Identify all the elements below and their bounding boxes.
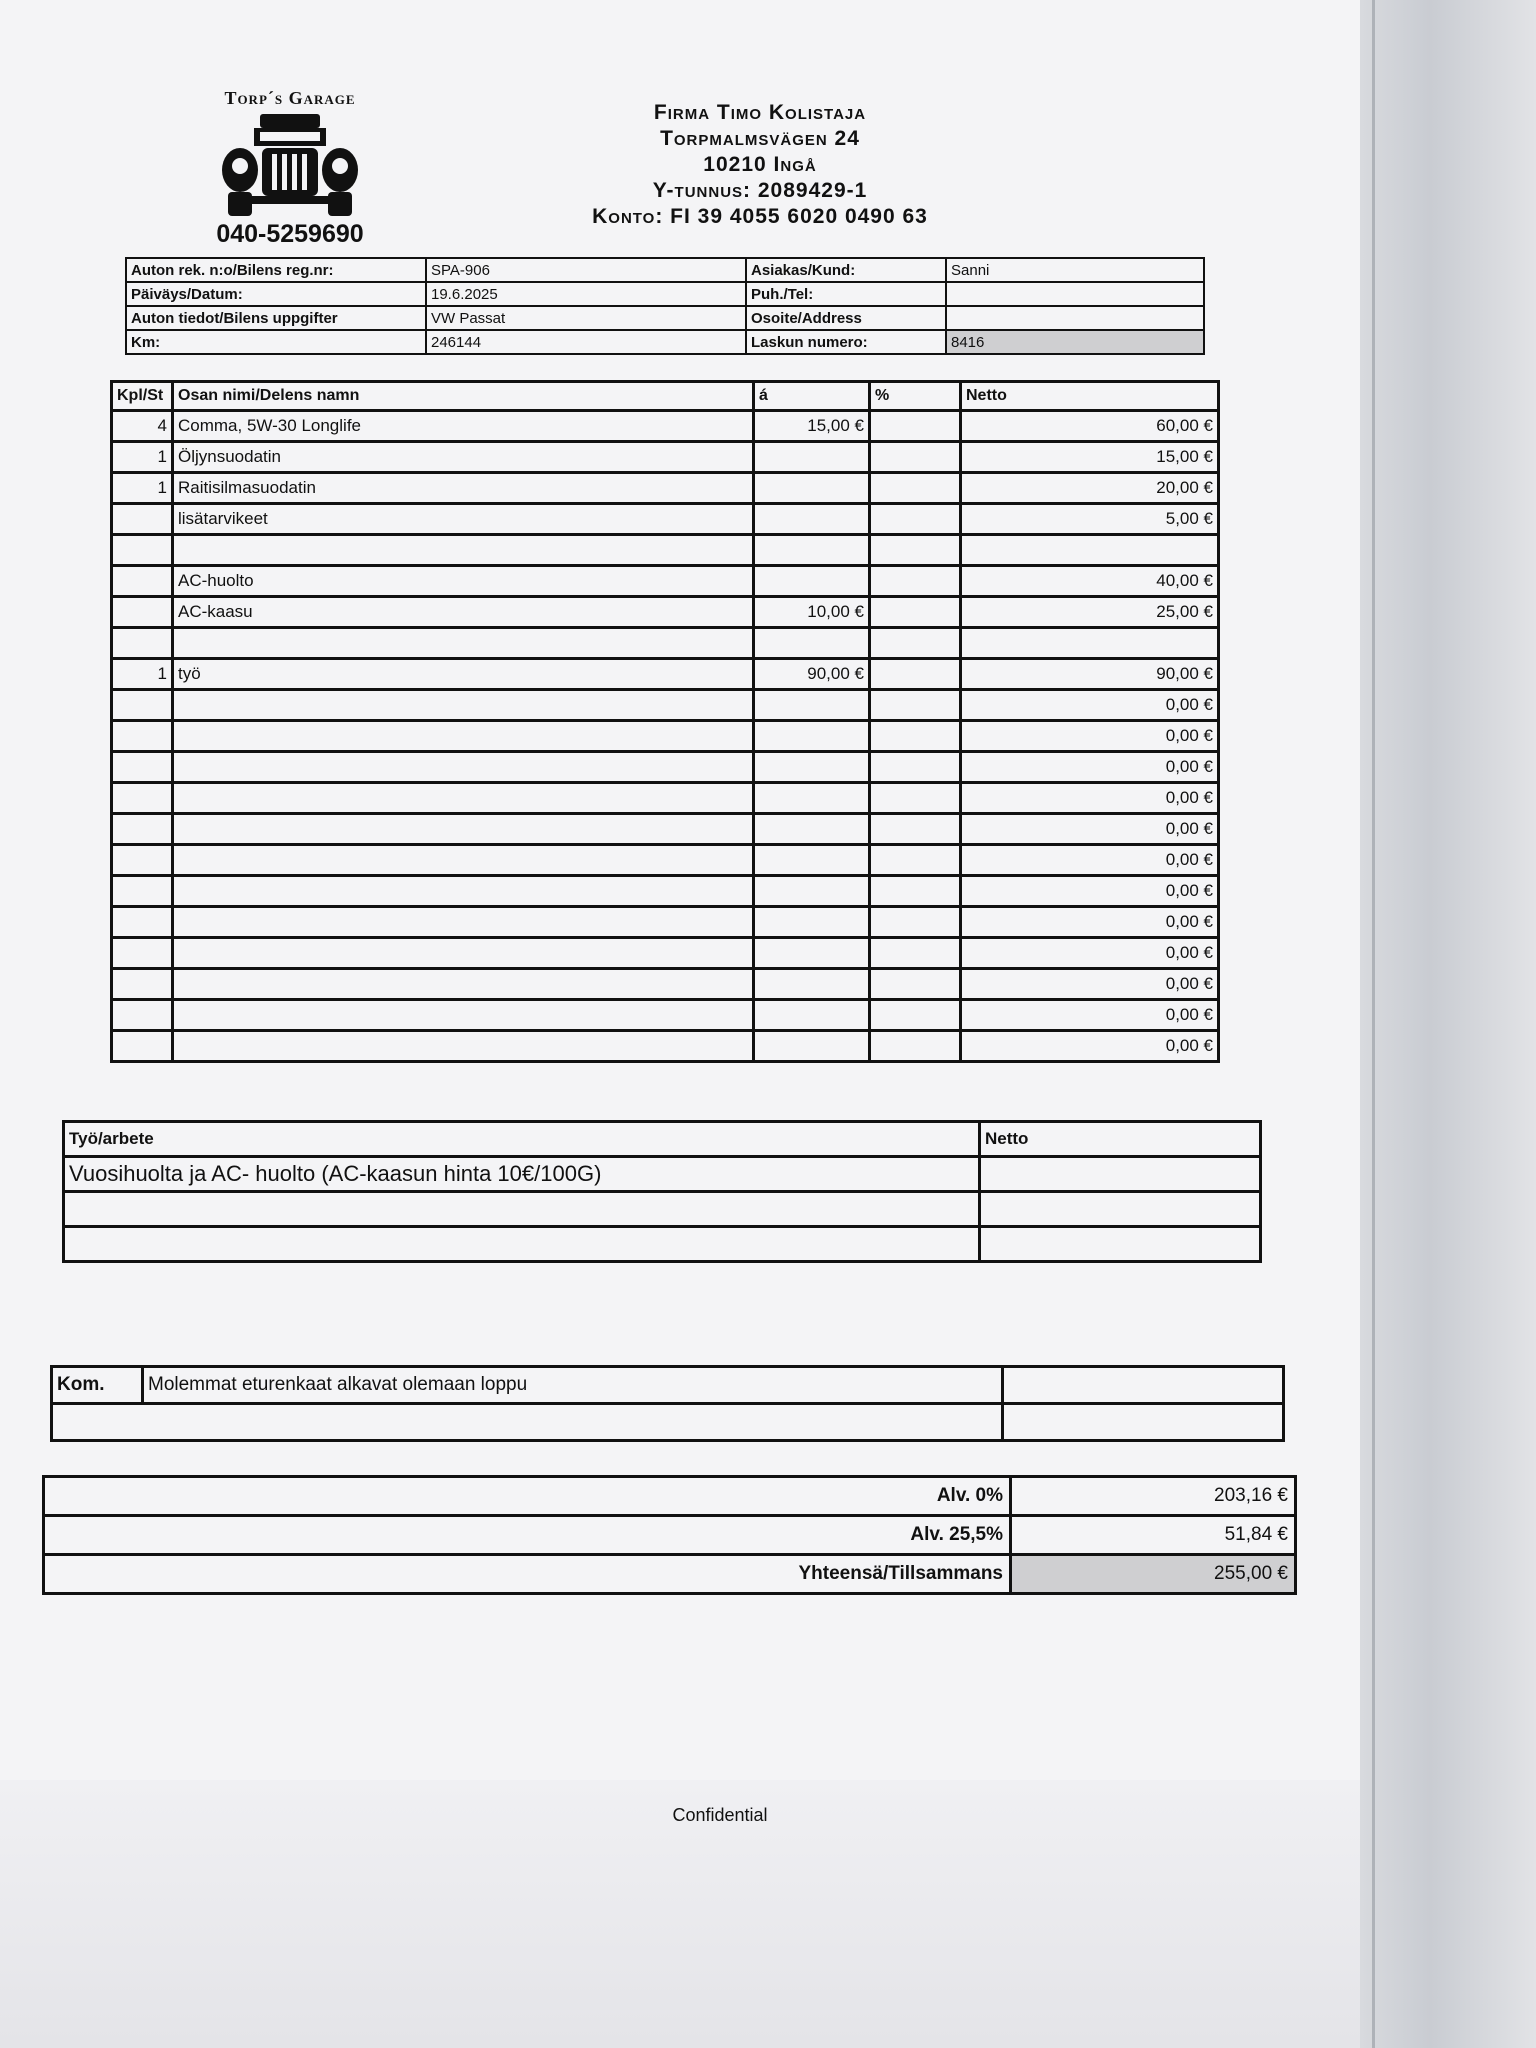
item-net: 0,00 € <box>961 969 1219 1000</box>
item-net: 0,00 € <box>961 752 1219 783</box>
company-business-id: Y-tunnus: 2089429-1 <box>652 179 868 202</box>
item-unit-price <box>754 442 870 473</box>
logo-phone: 040-5259690 <box>216 220 364 248</box>
item-name <box>173 783 754 814</box>
item-net: 0,00 € <box>961 938 1219 969</box>
item-name: AC-huolto <box>173 566 754 597</box>
item-unit-price <box>754 721 870 752</box>
col-unit-price: á <box>754 382 870 411</box>
work-net-label: Netto <box>980 1122 1261 1157</box>
km-value: 246144 <box>426 330 746 354</box>
date-label: Päiväys/Datum: <box>126 282 426 306</box>
item-percent <box>870 752 961 783</box>
customer-value: Sanni <box>946 258 1204 282</box>
plastic-sleeve <box>1360 0 1536 2048</box>
item-percent <box>870 597 961 628</box>
table-row <box>112 907 1219 938</box>
item-qty <box>112 597 173 628</box>
item-name <box>173 690 754 721</box>
vintage-car-icon <box>220 112 360 222</box>
item-percent <box>870 845 961 876</box>
item-qty: 1 <box>112 473 173 504</box>
vat0-value: 203,16 € <box>1011 1477 1296 1516</box>
table-row <box>112 535 1219 566</box>
item-unit-price: 15,00 € <box>754 411 870 442</box>
item-percent <box>870 969 961 1000</box>
item-percent <box>870 628 961 659</box>
item-net <box>961 535 1219 566</box>
item-qty <box>112 535 173 566</box>
date-value: 19.6.2025 <box>426 282 746 306</box>
item-qty <box>112 969 173 1000</box>
table-row <box>112 566 1219 597</box>
item-unit-price <box>754 628 870 659</box>
item-unit-price <box>754 566 870 597</box>
item-percent <box>870 1000 961 1031</box>
item-net: 20,00 € <box>961 473 1219 504</box>
item-name <box>173 1000 754 1031</box>
item-unit-price <box>754 969 870 1000</box>
item-qty <box>112 628 173 659</box>
comment-empty-net <box>1003 1404 1284 1441</box>
table-row <box>112 938 1219 969</box>
item-qty <box>112 876 173 907</box>
item-name: Comma, 5W-30 Longlife <box>173 411 754 442</box>
vat-value: 51,84 € <box>1011 1516 1296 1555</box>
col-percent: % <box>870 382 961 411</box>
item-net: 25,00 € <box>961 597 1219 628</box>
item-name <box>173 907 754 938</box>
item-name <box>173 814 754 845</box>
item-net <box>961 628 1219 659</box>
item-qty: 1 <box>112 442 173 473</box>
item-percent <box>870 535 961 566</box>
item-qty: 4 <box>112 411 173 442</box>
item-name <box>173 752 754 783</box>
table-row <box>112 721 1219 752</box>
item-qty <box>112 690 173 721</box>
item-percent <box>870 411 961 442</box>
item-percent <box>870 473 961 504</box>
table-row <box>112 442 1219 473</box>
work-table <box>62 1120 1262 1263</box>
item-unit-price <box>754 876 870 907</box>
reg-value: SPA-906 <box>426 258 746 282</box>
item-percent <box>870 721 961 752</box>
item-name <box>173 1031 754 1062</box>
item-net: 90,00 € <box>961 659 1219 690</box>
table-row <box>112 752 1219 783</box>
item-net: 0,00 € <box>961 814 1219 845</box>
item-net: 0,00 € <box>961 783 1219 814</box>
car-label: Auton tiedot/Bilens uppgifter <box>126 306 426 330</box>
item-unit-price <box>754 783 870 814</box>
item-unit-price <box>754 1031 870 1062</box>
item-name: Öljynsuodatin <box>173 442 754 473</box>
item-net: 0,00 € <box>961 721 1219 752</box>
work-empty-row <box>64 1227 980 1262</box>
item-name <box>173 938 754 969</box>
item-percent <box>870 814 961 845</box>
item-net: 15,00 € <box>961 442 1219 473</box>
km-label: Km: <box>126 330 426 354</box>
item-percent <box>870 876 961 907</box>
table-row <box>112 876 1219 907</box>
item-net: 40,00 € <box>961 566 1219 597</box>
address-label: Osoite/Address <box>746 306 946 330</box>
company-postcode-city: 10210 Ingå <box>703 153 817 176</box>
table-row <box>112 504 1219 535</box>
item-qty <box>112 504 173 535</box>
item-unit-price <box>754 938 870 969</box>
table-row <box>112 659 1219 690</box>
vat0-label: Alv. 0% <box>44 1477 1011 1516</box>
table-row <box>112 783 1219 814</box>
address-value <box>946 306 1204 330</box>
item-percent <box>870 659 961 690</box>
comment-net <box>1003 1367 1284 1404</box>
item-name <box>173 721 754 752</box>
item-qty <box>112 938 173 969</box>
item-unit-price <box>754 504 870 535</box>
company-name: Firma Timo Kolistaja <box>653 101 867 124</box>
plastic-sleeve-edge <box>1372 0 1375 2048</box>
work-empty-net <box>980 1227 1261 1262</box>
work-label: Työ/arbete <box>64 1122 980 1157</box>
parts-rows <box>112 411 1219 1062</box>
item-name: Raitisilmasuodatin <box>173 473 754 504</box>
item-percent <box>870 690 961 721</box>
garage-logo <box>190 88 390 258</box>
item-net: 5,00 € <box>961 504 1219 535</box>
item-unit-price <box>754 690 870 721</box>
item-net: 0,00 € <box>961 690 1219 721</box>
item-unit-price: 10,00 € <box>754 597 870 628</box>
item-unit-price <box>754 1000 870 1031</box>
totals-table <box>42 1475 1297 1595</box>
item-name: työ <box>173 659 754 690</box>
item-net: 0,00 € <box>961 845 1219 876</box>
vat-label: Alv. 25,5% <box>44 1516 1011 1555</box>
item-name <box>173 628 754 659</box>
item-qty <box>112 845 173 876</box>
item-unit-price <box>754 535 870 566</box>
company-account: Konto: FI 39 4055 6020 0490 63 <box>592 205 928 228</box>
total-label: Yhteensä/Tillsammans <box>44 1555 1011 1594</box>
item-percent <box>870 504 961 535</box>
item-net: 0,00 € <box>961 876 1219 907</box>
item-unit-price <box>754 473 870 504</box>
item-name <box>173 876 754 907</box>
item-net: 0,00 € <box>961 907 1219 938</box>
item-unit-price <box>754 907 870 938</box>
item-unit-price <box>754 814 870 845</box>
table-row <box>112 969 1219 1000</box>
item-net: 0,00 € <box>961 1031 1219 1062</box>
col-name: Osan nimi/Delens namn <box>173 382 754 411</box>
item-unit-price: 90,00 € <box>754 659 870 690</box>
total-value: 255,00 € <box>1011 1555 1296 1594</box>
comment-empty-row <box>52 1404 1003 1441</box>
item-name <box>173 969 754 1000</box>
company-header <box>560 100 960 230</box>
item-unit-price <box>754 845 870 876</box>
col-qty: Kpl/St <box>112 382 173 411</box>
invoice-label: Laskun numero: <box>746 330 946 354</box>
customer-label: Asiakas/Kund: <box>746 258 946 282</box>
reg-label: Auton rek. n:o/Bilens reg.nr: <box>126 258 426 282</box>
parts-table <box>110 380 1220 1063</box>
company-street: Torpmalmsvägen 24 <box>660 127 860 150</box>
item-qty <box>112 1000 173 1031</box>
comment-text: Molemmat eturenkaat alkavat olemaan loppu <box>143 1367 1003 1404</box>
item-name: lisätarvikeet <box>173 504 754 535</box>
table-row <box>112 814 1219 845</box>
item-qty <box>112 1031 173 1062</box>
table-row <box>112 1031 1219 1062</box>
table-row <box>112 411 1219 442</box>
col-net: Netto <box>961 382 1219 411</box>
table-row <box>112 1000 1219 1031</box>
item-percent <box>870 566 961 597</box>
item-net: 60,00 € <box>961 411 1219 442</box>
item-percent <box>870 907 961 938</box>
comment-table <box>50 1365 1285 1442</box>
item-name <box>173 845 754 876</box>
car-value: VW Passat <box>426 306 746 330</box>
table-row <box>112 473 1219 504</box>
invoice-number: 8416 <box>946 330 1204 354</box>
work-net-value <box>980 1157 1261 1192</box>
item-qty <box>112 814 173 845</box>
item-percent <box>870 442 961 473</box>
table-row <box>112 845 1219 876</box>
work-description: Vuosihuolta ja AC- huolto (AC-kaasun hinta 10€/100G) <box>64 1157 980 1192</box>
vehicle-customer-info-table <box>125 257 1205 355</box>
item-qty <box>112 721 173 752</box>
table-row <box>112 628 1219 659</box>
tel-label: Puh./Tel: <box>746 282 946 306</box>
item-qty: 1 <box>112 659 173 690</box>
confidential-label: Confidential <box>672 1805 768 1825</box>
item-percent <box>870 938 961 969</box>
item-qty <box>112 907 173 938</box>
item-name <box>173 535 754 566</box>
comment-label: Kom. <box>52 1367 143 1404</box>
table-row <box>112 690 1219 721</box>
table-row <box>112 597 1219 628</box>
item-unit-price <box>754 752 870 783</box>
item-qty <box>112 783 173 814</box>
item-qty <box>112 752 173 783</box>
item-qty <box>112 566 173 597</box>
tel-value <box>946 282 1204 306</box>
item-name: AC-kaasu <box>173 597 754 628</box>
item-percent <box>870 1031 961 1062</box>
work-empty-row <box>64 1192 980 1227</box>
work-empty-net <box>980 1192 1261 1227</box>
logo-title: Torp´s Garage <box>224 88 356 108</box>
item-net: 0,00 € <box>961 1000 1219 1031</box>
item-percent <box>870 783 961 814</box>
